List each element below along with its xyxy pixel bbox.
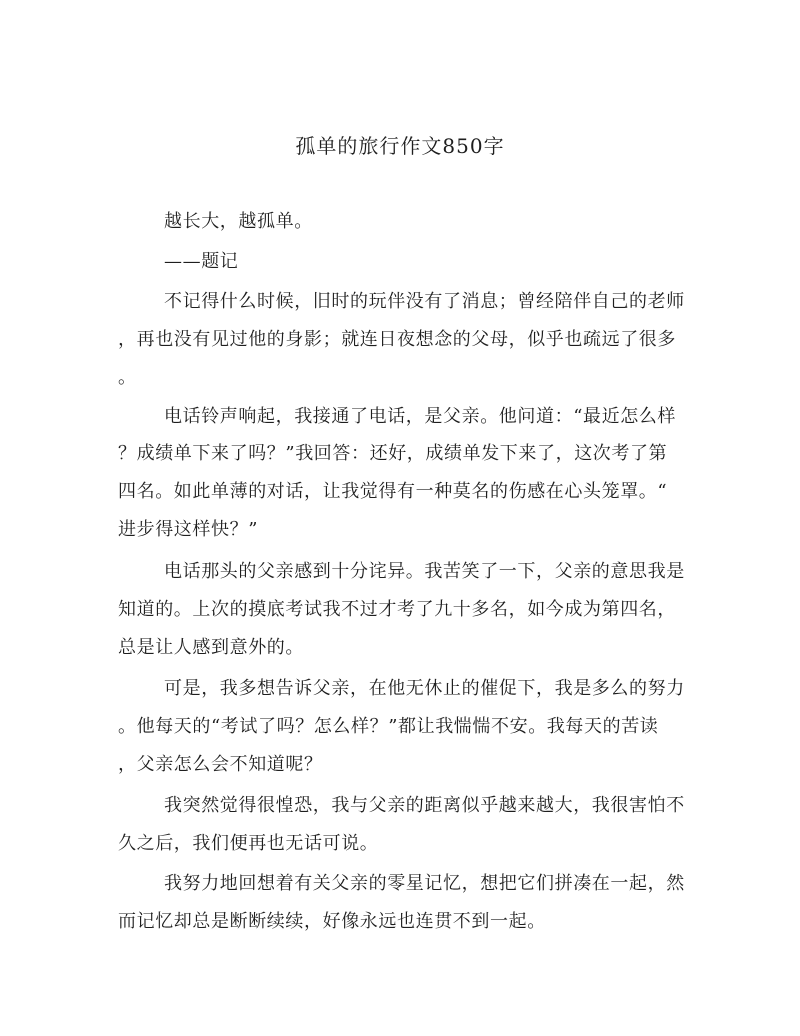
text-line: 总是让人感到意外的。	[118, 637, 304, 658]
text-line: 越长大，越孤单。	[164, 211, 313, 232]
text-line: 。	[118, 367, 137, 388]
text-line: 久之后，我们便再也无话可说。	[118, 833, 379, 854]
text-line: 而记忆却总是断断续续，好像永远也连贯不到一起。	[118, 911, 546, 932]
text-line: 电话那头的父亲感到十分诧异。我苦笑了一下，父亲的意思我是	[164, 561, 685, 582]
text-line: ——题记	[164, 251, 239, 272]
text-line: ？成绩单下来了吗？”我回答：还好，成绩单发下来了，这次考了第	[118, 443, 668, 464]
text-line: 可是，我多想告诉父亲，在他无休止的催促下，我是多么的努力	[164, 678, 685, 699]
text-line: 进步得这样快？”	[118, 519, 259, 540]
text-line: ，父亲怎么会不知道呢？	[118, 754, 323, 775]
text-line: 不记得什么时候，旧时的玩伴没有了消息；曾经陪伴自己的老师	[164, 291, 685, 312]
text-line: 知道的。上次的摸底考试我不过才考了九十多名，如今成为第四名，	[118, 599, 676, 620]
document-title: 孤单的旅行作文850字	[295, 134, 505, 158]
text-line: 四名。如此单薄的对话，让我觉得有一种莫名的伤感在心头笼罩。“	[118, 481, 668, 502]
text-line: 我努力地回想着有关父亲的零星记忆，想把它们拼凑在一起，然	[164, 873, 685, 894]
text-line: 我突然觉得很惶恐，我与父亲的距离似乎越来越大，我很害怕不	[164, 795, 685, 816]
text-line: 电话铃声响起，我接通了电话，是父亲。他问道：“最近怎么样	[164, 406, 676, 427]
text-line: ，再也没有见过他的身影；就连日夜想念的父母，似乎也疏远了很多	[118, 329, 676, 350]
text-line: 。他每天的“考试了吗？怎么样？”都让我惴惴不安。我每天的苦读	[118, 716, 659, 737]
